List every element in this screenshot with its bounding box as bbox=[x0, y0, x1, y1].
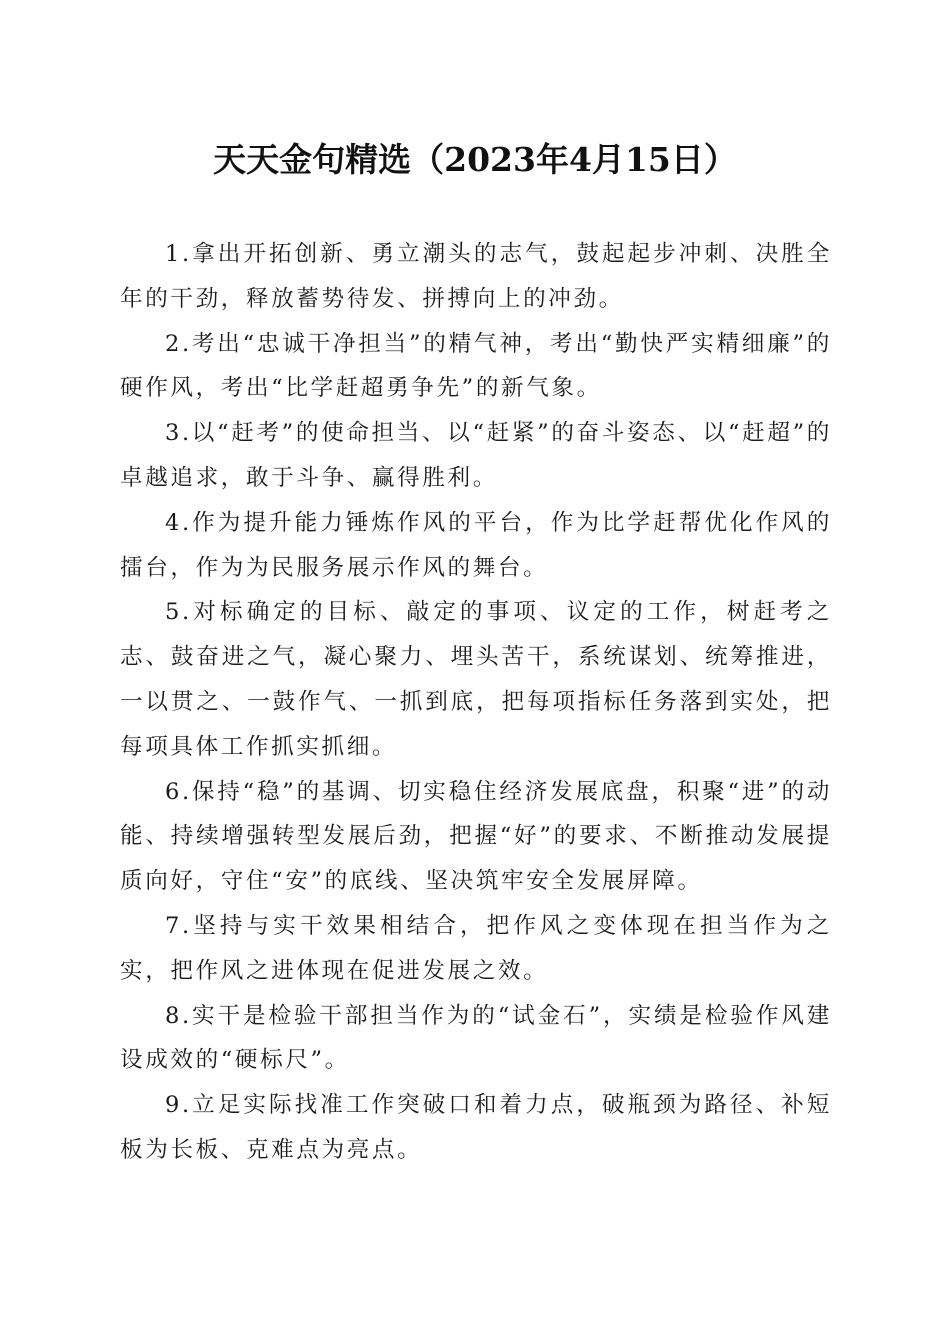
quote-paragraph-3: 3.以“赶考”的使命担当、以“赶紧”的奋斗姿态、以“赶超”的卓越追求，敢于斗争、赢得胜利。 bbox=[120, 420, 832, 491]
quote-paragraph-1: 1.拿出开拓创新、勇立潮头的志气，鼓起起步冲刺、决胜全年的干劲，释放蓄势待发、拼搏向上的冲劲。 bbox=[120, 241, 832, 312]
quote-paragraph-4: 4.作为提升能力锤炼作风的平台，作为比学赶帮优化作风的擂台，作为为民服务展示作风的舞台。 bbox=[120, 509, 832, 581]
quote-paragraph-6: 6.保持“稳”的基调、切实稳住经济发展底盘，积聚“进”的动能、持续增强转型发展后劲，把握“好”的要求、不断推动发展提质向好，守住“安”的底线、坚决筑牢安全发展屏障。 bbox=[120, 778, 832, 895]
document-body bbox=[120, 232, 832, 1173]
quote-paragraph-7: 7.坚持与实干效果相结合，把作风之变体现在担当作为之实，把作风之进体现在促进发展之效。 bbox=[120, 912, 832, 984]
quote-paragraph-8: 8.实干是检验干部担当作为的“试金石”，实绩是检验作风建设成效的“硬标尺”。 bbox=[120, 1002, 832, 1074]
quote-paragraph-9: 9.立足实际找准工作突破口和着力点，破瓶颈为路径、补短板为长板、克难点为亮点。 bbox=[120, 1092, 832, 1163]
quote-paragraph-2: 2.考出“忠诚干净担当”的精气神，考出“勤快严实精细廉”的硬作风，考出“比学赶超勇争先”的新气象。 bbox=[120, 330, 832, 402]
document-title: 天天金句精选（2023年4月15日） bbox=[213, 140, 737, 179]
quote-paragraph-5: 5.对标确定的目标、敲定的事项、议定的工作，树赶考之志、鼓奋进之气，凝心聚力、埋头苦干，系统谋划、统筹推进，一以贯之、一鼓作气、一抓到底，把每项指标任务落到实处，把每项具体工作抓实抓细。 bbox=[120, 599, 832, 760]
